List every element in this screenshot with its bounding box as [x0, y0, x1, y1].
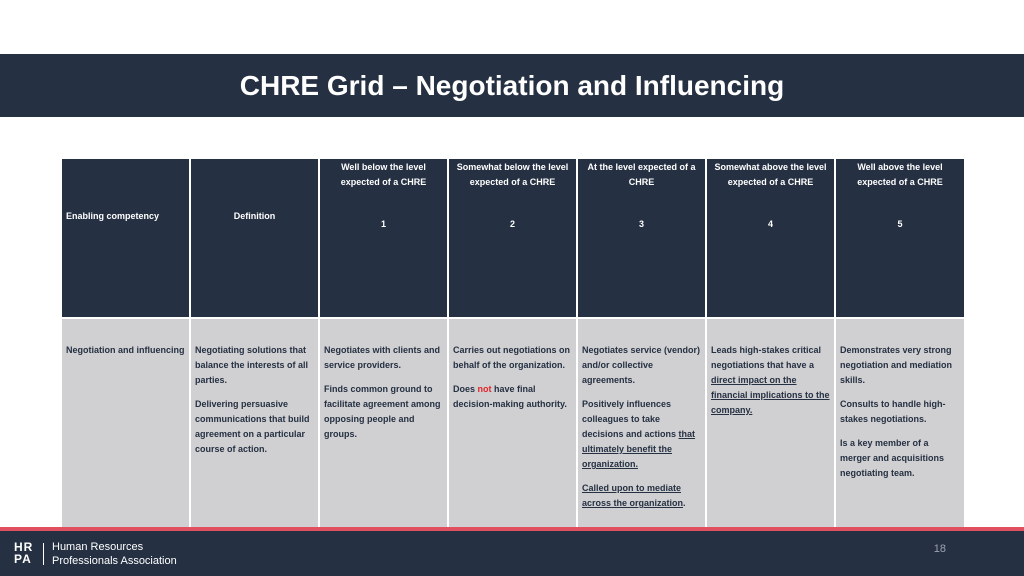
hrpa-logo: HR PA: [14, 540, 34, 566]
not-emphasis: not: [477, 384, 492, 394]
header-level-5: Well above the level expected of a CHRE 5: [835, 158, 965, 318]
header-level-3: At the level expected of a CHRE 3: [577, 158, 706, 318]
cell-competency: Negotiation and influencing: [61, 318, 190, 564]
footer: [0, 531, 1024, 576]
cell-level-3: Negotiates service (vendor) and/or collective agreements. Positively influences colleagues to take decisions and actions that ultimately benefit the organization. Called upon to mediate across the organization.: [577, 318, 706, 564]
header-level-1: Well below the level expected of a CHRE 1: [319, 158, 448, 318]
header-level-2: Somewhat below the level expected of a CHRE 2: [448, 158, 577, 318]
cell-level-2: Carries out negotiations on behalf of the organization. Does not have final decision-making authority.: [448, 318, 577, 564]
logo-divider: [43, 543, 44, 565]
header-level-4: Somewhat above the level expected of a CHRE 4: [706, 158, 835, 318]
page-title: CHRE Grid – Negotiation and Influencing: [239, 69, 785, 101]
cell-level-1: Negotiates with clients and service providers. Finds common ground to facilitate agreement among opposing people and groups.: [319, 318, 448, 564]
cell-level-4: Leads high-stakes critical negotiations that have a direct impact on the financial implications to the company.: [706, 318, 835, 564]
title-bar: [0, 54, 1024, 117]
cell-level-5: Demonstrates very strong negotiation and mediation skills. Consults to handle high-stakes negotiations. Is a key member of a merger and acquisitions negotiating team.: [835, 318, 965, 564]
header-row: [61, 158, 965, 318]
header-enabling-competency: Enabling competency: [61, 158, 190, 318]
competency-grid-table: [60, 157, 966, 565]
cell-definition: Negotiating solutions that balance the interests of all parties. Delivering persuasive communications that build agreement on a particular course of action.: [190, 318, 319, 564]
page-number: 18: [933, 543, 946, 555]
header-definition: Definition: [190, 158, 319, 318]
organization-name: Human Resources Professionals Association: [52, 541, 177, 567]
